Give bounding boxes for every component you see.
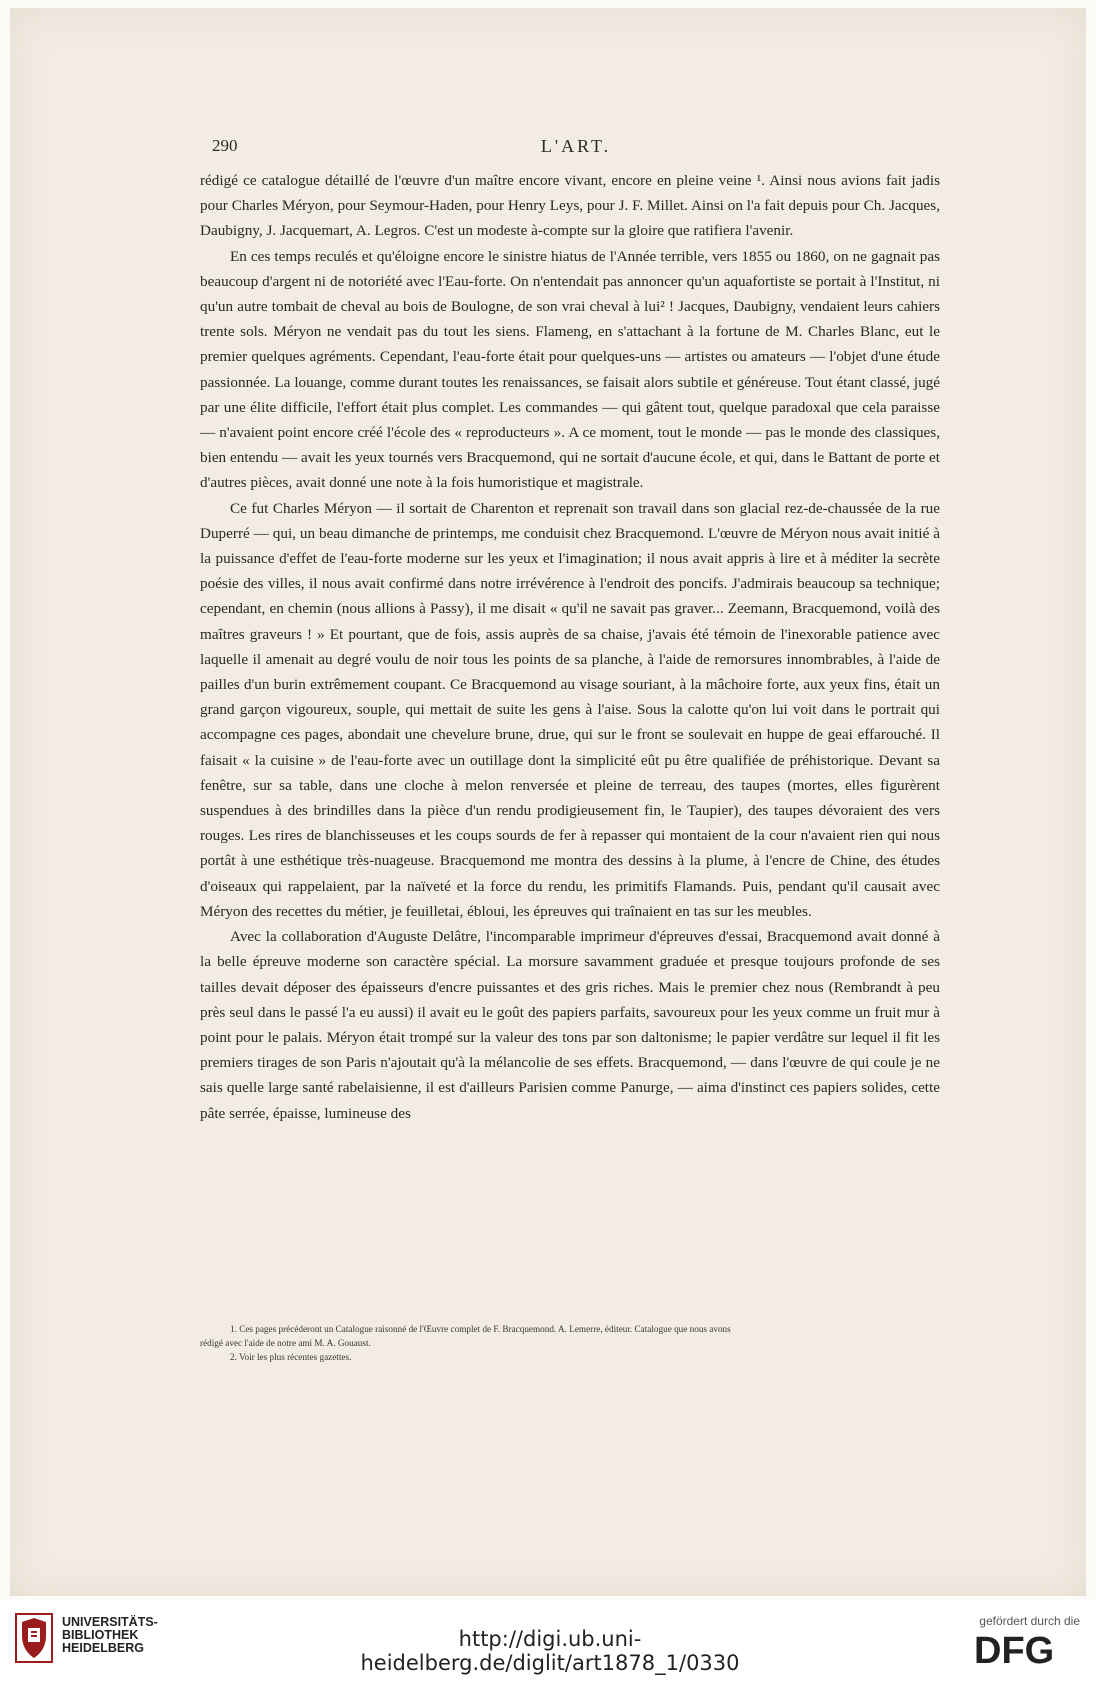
library-name-line: HEIDELBERG bbox=[62, 1641, 144, 1655]
library-name-line: UNIVERSITÄTS- bbox=[62, 1615, 158, 1629]
journal-title: L'ART. bbox=[540, 136, 612, 156]
dfg-logo-text: DFG bbox=[974, 1630, 1055, 1668]
university-library-name bbox=[62, 1616, 158, 1655]
paragraph-4: Avec la collaboration d'Auguste Delâtre, l'incomparable imprimeur d'épreuves d'essai, Bracquemond avait donné à la belle épreuve moderne son caractère spécial. La morsure savamment graduée et presque toujours profonde de ses tailles devait déposer des épaisseurs d'encre puissantes et des gris riches. Mais le premier chez nous (Rembrandt à peu près seul dans le passé l'a eu aussi) il avait eu le goût des papiers parfaits, savoureux pour les yeux comme un fruit mur à point pour le palais. Méryon était trompé sur la valeur des tons par son daltonisme; le papier verdâtre sur lequel il fit les premiers tirages de son Paris n'ajoutait qu'à la mélancolie de ses effets. Bracquemond, — dans l'œuvre de qui coule je ne sais quelle large santé rabelaisienne, il est d'ailleurs Parisien comme Panurge, — aima d'instinct ces papiers solides, cette pâte serrée, épaisse, lumineuse des bbox=[200, 928, 940, 1122]
paragraph-3: Ce fut Charles Méryon — il sortait de Charenton et reprenait son travail dans son glacial rez-de-chaussée de la rue Duperré — qui, un beau dimanche de printemps, me conduisit chez Bracquemond. L'œuvre de Méryon nous avait initié à la puissance d'effet de l'eau-forte moderne sur les yeux et l'imagination; il nous avait appris à lire et à méditer la secrète poésie des villes, il nous avait confirmé dans notre irrévérence à l'endroit des poncifs. J'admirais beaucoup sa technique; cependant, en chemin (nous allions à Passy), il me disait « qu'il ne savait pas graver... Zeemann, Bracquemond, voilà des maîtres graveurs ! » Et pourtant, que de fois, assis auprès de sa chaise, j'avais été témoin de l'inexorable patience avec laquelle il amenait au degré voulu de noir tous les points de sa planche, à l'aide de remorsures innombrables, à l'aide de pailles d'un burin extrêmement coupant. Ce Bracquemond au visage souriant, à la mâchoire forte, aux yeux fins, était un grand garçon vigoureux, souple, qui mettait de suite les gens à l'aise. Sous la calotte qu'on lui voit dans le portrait qui accompagne ces pages, abondait une chevelure brune, drue, qui sur le front se soulevait en huppe de geai effarouché. Il faisait « la cuisine » de l'eau-forte avec un outillage dont la simplicité eût pu être qualifiée de préhistorique. Devant sa fenêtre, sur sa table, dans une cloche à melon renversée et pleine de terreau, des taupes (mortes, elles figurèrent suspendues à des brindilles dans la pièce d'un rendu prodigieusement fin, le Taupier), des taupes dévoraient des vers rouges. Les rires de blanchisseuses et les coups sourds de fer à repasser qui montaient de la cour n'avaient rien qui nous portât à une esthétique très-nuageuse. Bracquemond me montra des dessins à la plume, à l'encre de Chine, des études d'oiseaux qui rappelaient, par la naïveté et la force du rendu, les primitifs Flamands. Puis, pendant qu'il causait avec Méryon des recettes du métier, je feuilletai, ébloui, les épreuves qui traînaient en tas sur les meubles. bbox=[200, 499, 940, 920]
dfg-logo bbox=[970, 1628, 1082, 1668]
paragraph-1: rédigé ce catalogue détaillé de l'œuvre d'un maître encore vivant, encore en pleine veine ¹. Ainsi nous avions fait jadis pour Charles Méryon, pour Seymour-Haden, pour Henry Leys, pour J. F. Millet. Ainsi on l'a fait depuis pour Ch. Jacques, Daubigny, J. Jacquemart, A. Legros. C'est un modeste à-compte sur la gloire que ratifiera l'avenir. bbox=[200, 172, 940, 240]
footnote-2: 2. Voir les plus récentes gazettes. bbox=[230, 1352, 352, 1362]
footnotes bbox=[200, 1322, 940, 1364]
paragraph-2: En ces temps reculés et qu'éloigne encore le sinistre hiatus de l'Année terrible, vers 1855 ou 1860, on ne gagnait pas beaucoup d'argent ni de notoriété avec l'Eau-forte. On n'entendait pas annoncer qu'un aquafortiste se portait à l'Institut, ni qu'un autre tombait de cheval au bois de Boulogne, de son vrai cheval à lui² ! Jacques, Daubigny, vendaient leurs cahiers trente sols. Méryon ne vendait pas du tout les siens. Flameng, en s'attachant à la fortune de M. Charles Blanc, eut le premier quelques agréments. Cependant, l'eau-forte était pour quelques-uns — artistes ou amateurs — l'objet d'une étude passionnée. La louange, comme durant toutes les renaissances, se faisait alors subtile et généreuse. Tout étant classé, jugé par une élite difficile, l'effort était plus complet. Les commandes — qui gâtent tout, quelque paradoxal que cela paraisse — n'avaient point encore créé l'école des « reproducteurs ». A ce moment, tout le monde — pas le monde des classiques, bien entendu — avait les yeux tournés vers Bracquemond, qui ne sortait d'aucune école, et qui, dans le Battant de porte et d'autres pièces, avait donné une note à la fois humoristique et magistrale. bbox=[200, 247, 940, 492]
page-number: 290 bbox=[212, 136, 238, 155]
funding-label: gefördert durch die bbox=[979, 1614, 1080, 1628]
article-body bbox=[200, 168, 940, 1126]
footnote-1-continued: rédigé avec l'aide de notre ami M. A. Gouaust. bbox=[200, 1338, 371, 1348]
source-url[interactable]: http://digi.ub.uni-heidelberg.de/diglit/art1878_1/0330 bbox=[360, 1627, 740, 1675]
running-head bbox=[212, 136, 940, 160]
university-library-logo bbox=[14, 1612, 54, 1664]
footnote-1: 1. Ces pages précéderont un Catalogue raisonné de l'Œuvre complet de F. Bracquemond. A. Lemerre, éditeur. Catalogue que nous avons bbox=[230, 1324, 731, 1334]
library-name-line: BIBLIOTHEK bbox=[62, 1628, 139, 1642]
